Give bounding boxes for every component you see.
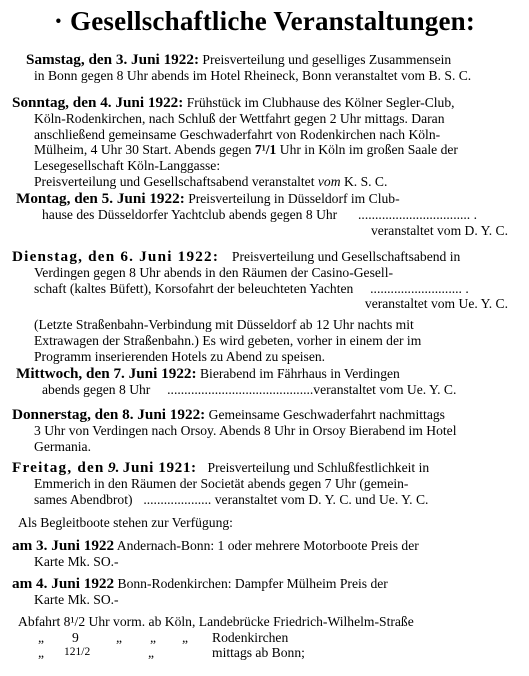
- boat-text: Andernach-Bonn: 1 oder mehrere Motorboote Preis der: [116, 538, 419, 553]
- event-text: abends gegen 8 Uhr: [42, 381, 151, 397]
- boat-text: Bonn-Rodenkirchen: Dampfer Mülheim Preis der: [117, 576, 388, 591]
- event-text: Preisverteilung und Schlußfestlichkeit in: [207, 460, 430, 475]
- event-text: Preisverteilung und Gesellschaftsabend veranstaltet: [34, 173, 315, 189]
- departure-place: Rodenkirchen: [212, 630, 289, 645]
- event-head: Freitag, den: [12, 459, 105, 476]
- departure-row-1: Abfahrt 8¹/2 Uhr vorm. ab Köln, Landebrücke Friedrich-Wilhelm-Straße: [18, 614, 414, 629]
- event-head: Donnerstag, den 8. Juni 1922:: [12, 406, 206, 423]
- event-organizer: veranstaltet vom Ue. Y. C.: [364, 296, 508, 312]
- event-wednesday: [12, 366, 518, 398]
- event-saturday: [12, 52, 518, 84]
- event-note: (Letzte Straßenbahn-Verbindung mit Düsseldorf ab 12 Uhr nachts mit: [34, 317, 414, 333]
- event-text: anschließend gemeinsame Geschwaderfahrt von Rodenkirchen nach Köln-: [34, 126, 441, 142]
- ditto-mark: „: [150, 630, 157, 645]
- event-organizer: veranstaltet vom D. Y. C. und Ue. Y. C.: [214, 491, 429, 507]
- event-head: Sonntag, den 4. Juni 1922:: [12, 94, 184, 111]
- boat-text: Karte Mk. SO.-: [34, 553, 119, 569]
- event-text: Gemeinsame Geschwaderfahrt nachmittags: [208, 407, 445, 422]
- event-organizer: veranstaltet vom Ue. Y. C.: [313, 381, 457, 397]
- event-text: 3 Uhr von Verdingen nach Orsoy. Abends 8 Uhr in Orsoy Bierabend im Hotel: [34, 422, 457, 438]
- departure-row-3: [0, 645, 529, 661]
- event-note: Extrawagen der Straßenbahn.) Es wird gebeten, vorher in einem der im: [34, 332, 422, 348]
- event-text: Bierabend im Fährhaus in Verdingen: [199, 366, 400, 381]
- departure-row-2: [0, 630, 529, 646]
- ditto-mark: „: [148, 645, 155, 660]
- event-text: Lesegesellschaft Köln-Langgasse:: [34, 158, 221, 174]
- event-thursday: [12, 407, 518, 454]
- event-text: Preisverteilung und geselliges Zusammensein: [202, 52, 452, 67]
- event-friday: [12, 460, 518, 507]
- event-text: Mülheim, 4 Uhr 30 Start. Abends gegen: [34, 142, 252, 158]
- ditto-mark: „: [38, 645, 45, 660]
- boat-date: am 3. Juni 1922: [12, 537, 115, 554]
- boat-text: Karte Mk. SO.-: [34, 591, 119, 607]
- event-head: Juni 1921:: [122, 459, 197, 476]
- dot-leader: ................................. .: [358, 206, 477, 222]
- event-text: Frühstück im Clubhause des Kölner Segler-Club,: [186, 95, 455, 110]
- event-monday: [12, 191, 518, 238]
- event-time: 7¹/1: [254, 142, 277, 158]
- event-head: Dienstag, den 6. Juni 1922:: [12, 248, 220, 265]
- boat-date: am 4. Juni 1922: [12, 575, 115, 592]
- event-text: schaft (kaltes Büfett), Korsofahrt der beleuchteten Yachten: [34, 280, 354, 296]
- event-text: Uhr in Köln im großen Saale der: [279, 142, 458, 158]
- page-title: · Gesellschaftliche Veranstaltungen:: [53, 6, 476, 36]
- departure-place: mittags ab Bonn;: [212, 645, 305, 660]
- event-head: Mittwoch, den 7. Juni 1922:: [16, 365, 197, 382]
- event-tuesday: [12, 249, 518, 365]
- event-text: Preisverteilung und Gesellschaftsabend in: [231, 249, 461, 264]
- dot-leader: ...........................................: [167, 381, 314, 397]
- event-text: Preisverteilung in Düsseldorf im Club-: [188, 191, 400, 206]
- departure-hour: 9: [72, 630, 79, 645]
- departure-hour: 121/2: [64, 646, 91, 658]
- boat-entry-june-3: [12, 538, 518, 570]
- event-organizer: veranstaltet vom D. Y. C.: [370, 222, 508, 238]
- event-text: Emmerich in den Räumen der Societät abends gegen 7 Uhr (gemein-: [34, 475, 409, 491]
- boat-entry-june-4: [12, 576, 518, 608]
- event-text: vom: [317, 173, 341, 189]
- event-head: Montag, den 5. Juni 1922:: [16, 190, 185, 207]
- event-head: 9.: [107, 459, 120, 476]
- event-head: Samstag, den 3. Juni 1922:: [26, 51, 199, 68]
- ditto-mark: „: [182, 630, 189, 645]
- ditto-mark: „: [116, 630, 123, 645]
- dot-leader: ........................... .: [370, 280, 469, 296]
- dot-leader: ....................: [143, 491, 212, 507]
- event-text: Verdingen gegen 8 Uhr abends in den Räumen der Casino-Gesell-: [34, 264, 393, 280]
- boats-intro: Als Begleitboote stehen zur Verfügung:: [18, 515, 233, 530]
- event-text: Germania.: [34, 438, 91, 454]
- event-note: Programm inserierenden Hotels zu Abend zu speisen.: [34, 348, 326, 364]
- event-text: Köln-Rodenkirchen, nach Schluß der Wettfahrt gegen 2 Uhr mittags. Daran: [34, 110, 445, 126]
- event-text: sames Abendbrot): [34, 491, 133, 507]
- ditto-mark: „: [38, 630, 45, 645]
- event-text: in Bonn gegen 8 Uhr abends im Hotel Rheineck, Bonn veranstaltet vom B. S. C.: [34, 67, 472, 83]
- event-text: K. S. C.: [343, 173, 388, 189]
- event-sunday: [12, 95, 518, 190]
- event-text: hause des Düsseldorfer Yachtclub abends gegen 8 Uhr: [42, 206, 338, 222]
